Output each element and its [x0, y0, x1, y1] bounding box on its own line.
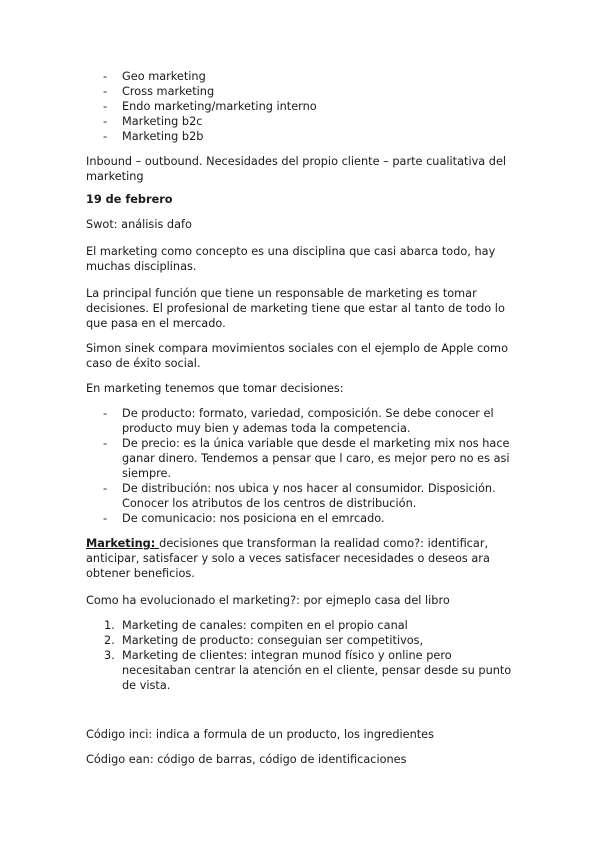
marketing-definition-text: decisiones que transforman la realidad como?: identificar, anticipar, satisfacer y solo a veces satisfacer necesidades o deseos ara obtener beneficios. [86, 537, 490, 580]
list-item: - Marketing b2c [86, 114, 516, 129]
list-item: - De precio: es la única variable que desde el marketing mix nos hace ganar dinero. Tendemos a pensar que l caro, es mejor pero no es asi siempre. [86, 436, 516, 481]
marketing-types-list [86, 69, 516, 144]
inbound-paragraph: Inbound – outbound. Necesidades del propio cliente – parte cualitativa del marketing [86, 155, 507, 183]
list-item: - De comunicacio: nos posiciona en el emrcado. [86, 511, 516, 526]
list-item-text: Marketing de canales: compiten en el propio canal [122, 619, 408, 632]
decisions-list [86, 406, 516, 526]
list-number: 3. [104, 649, 115, 662]
marketing-definition-label: Marketing: [86, 537, 160, 550]
sinek-paragraph: Simon sinek compara movimientos sociales con el ejemplo de Apple como caso de éxito social. [86, 342, 508, 370]
list-item: - Cross marketing [86, 84, 516, 99]
decisions-paragraph: En marketing tenemos que tomar decisiones: [86, 382, 344, 395]
evolution-list [86, 618, 516, 693]
concept-paragraph: El marketing como concepto es una disciplina que casi abarca todo, hay muchas disciplinas. [86, 245, 496, 273]
swot-paragraph: Swot: análisis dafo [86, 218, 192, 231]
list-item: - De distribución: nos ubica y nos hacer al consumidor. Disposición. Conocer los atributos de los centros de distribución. [86, 481, 516, 511]
list-number: 2. [104, 634, 115, 647]
document-content [86, 69, 516, 767]
list-item: - Endo marketing/marketing interno [86, 99, 516, 114]
list-item-text: Marketing de clientes: integran munod físico y online pero necesitaban centrar la atención en el cliente, pensar desde su punto de vista. [122, 649, 512, 692]
list-item: - De producto: formato, variedad, composición. Se debe conocer el producto muy bien y ademas toda la competencia. [86, 406, 516, 436]
codigo-inci-paragraph: Código inci: indica a formula de un producto, los ingredientes [86, 728, 435, 741]
function-paragraph: La principal función que tiene un responsable de marketing es tomar decisiones. El profesional de marketing tiene que estar al tanto de todo lo que pasa en el mercado. [86, 287, 505, 330]
list-item [86, 633, 516, 648]
marketing-definition [86, 536, 516, 581]
list-item-text: Marketing de producto: conseguian ser competitivos, [122, 634, 424, 647]
list-number: 1. [104, 619, 115, 632]
list-item: - Geo marketing [86, 69, 516, 84]
list-item [86, 648, 516, 693]
list-item [86, 618, 516, 633]
evolution-paragraph: Como ha evolucionado el marketing?: por ejmeplo casa del libro [86, 594, 450, 607]
date-heading: 19 de febrero [86, 193, 173, 206]
codigo-ean-paragraph: Código ean: código de barras, código de identificaciones [86, 753, 407, 766]
list-item: - Marketing b2b [86, 129, 516, 144]
